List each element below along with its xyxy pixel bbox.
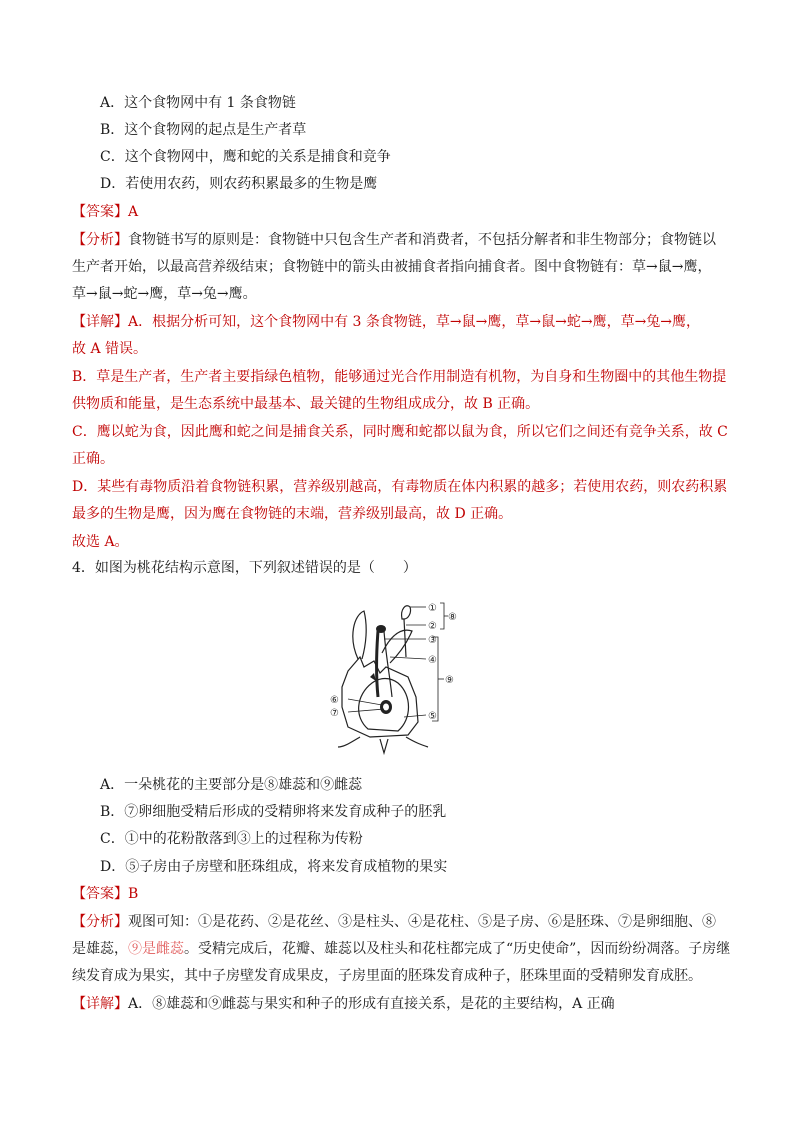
q3-detail-line: 正确。 <box>72 451 114 467</box>
q3-option-d: D．若使用农药，则农药积累最多的生物是鹰 <box>100 176 378 192</box>
q3-answer <box>72 202 138 222</box>
q4-option-d: D．⑤子房由子房壁和胚珠组成，将来发育成植物的果实 <box>100 859 448 875</box>
label-3: ③ <box>428 635 437 646</box>
q4-analysis-line: 续发育成为果实，其中子房壁发育成果皮，子房里面的胚珠发育成种子，胚珠里面的受精卵发育成胚。 <box>72 968 702 984</box>
q3-analysis-line: 草→鼠→蛇→鹰，草→兔→鹰。 <box>72 286 257 302</box>
label-1: ① <box>428 603 437 614</box>
q4-analysis-line <box>72 912 716 932</box>
q3-detail-line: B．草是生产者，生产者主要指绿色植物，能够通过光合作用制造有机物，为自身和生物圈中的其他生物提 <box>72 369 727 385</box>
label-9: ⑨ <box>445 675 454 686</box>
q4-option-a: A．一朵桃花的主要部分是⑧雄蕊和⑨雌蕊 <box>100 777 363 793</box>
q3-option-a: A．这个食物网中有 1 条食物链 <box>100 95 296 111</box>
egg-cell-mark <box>383 704 389 711</box>
q4-answer <box>72 884 138 904</box>
q3-option-b: B．这个食物网的起点是生产者草 <box>100 122 307 138</box>
q4-question: 4．如图为桃花结构示意图，下列叙述错误的是（ ） <box>72 560 417 576</box>
q3-detail-line: 供物质和能量，是生态系统中最基本、最关键的生物组成成分，故 B 正确。 <box>72 396 540 412</box>
q3-analysis-line: 生产者开始，以最高营养级结束；食物链中的箭头由被捕食者指向捕食者。图中食物链有：草→鼠→鹰， <box>72 259 712 275</box>
q3-detail-line: 故 A 错误。 <box>72 341 148 357</box>
analysis-highlight: ⑨是雌蕊 <box>128 941 184 957</box>
answer-tag: 【答案】 <box>72 886 128 902</box>
q3-option-c: C．这个食物网中，鹰和蛇的关系是捕食和竞争 <box>100 149 391 165</box>
answer-value: A <box>128 204 139 220</box>
detail-text: A．⑧雄蕊和⑨雌蕊与果实和种子的形成有直接关系，是花的主要结构，A 正确 <box>128 996 615 1012</box>
answer-tag: 【答案】 <box>72 204 128 220</box>
analysis-text: 食物链书写的原则是：食物链中只包含生产者和消费者，不包括分解者和非生物部分；食物链以 <box>128 232 716 248</box>
label-4: ④ <box>428 655 437 666</box>
stigma-mark <box>376 625 386 633</box>
q4-analysis-line <box>72 939 730 959</box>
detail-tag: 【详解】 <box>72 314 128 330</box>
q4-option-c: C．①中的花粉散落到③上的过程称为传粉 <box>100 831 363 847</box>
label-6: ⑥ <box>330 695 339 706</box>
q3-detail-line: C．鹰以蛇为食，因此鹰和蛇之间是捕食关系，同时鹰和蛇都以鼠为食，所以它们之间还有竞争关系，故 C <box>72 424 728 440</box>
label-2: ② <box>428 621 437 632</box>
analysis-tag: 【分析】 <box>72 232 128 248</box>
detail-text: A．根据分析可知，这个食物网中有 3 条食物链，草→鼠→鹰，草→鼠→蛇→鹰，草→兔→鹰， <box>128 314 701 330</box>
answer-value: B <box>128 886 139 902</box>
q3-detail-line: 故选 A。 <box>72 534 129 550</box>
label-7: ⑦ <box>330 708 339 719</box>
q3-analysis-line <box>72 230 716 250</box>
analysis-tag: 【分析】 <box>72 914 128 930</box>
peach-flower-diagram <box>320 597 470 757</box>
q4-option-b: B．⑦卵细胞受精后形成的受精卵将来发育成种子的胚乳 <box>100 804 447 820</box>
q3-detail-line: D．某些有毒物质沿着食物链积累，营养级别越高，有毒物质在体内积累的越多；若使用农药，则农药积累 <box>72 479 728 495</box>
analysis-text: 观图可知：①是花药、②是花丝、③是柱头、④是花柱、⑤是子房、⑥是胚珠、⑦是卵细胞、⑧ <box>128 914 716 930</box>
detail-tag: 【详解】 <box>72 996 128 1012</box>
q3-detail-line: 最多的生物是鹰，因为鹰在食物链的末端，营养级别最高，故 D 正确。 <box>72 506 513 522</box>
q3-detail-line <box>72 312 700 332</box>
petal-base-mark <box>370 673 376 681</box>
label-8: ⑧ <box>448 612 457 623</box>
q4-detail-line <box>72 994 615 1014</box>
analysis-text: 是雄蕊， <box>72 941 128 957</box>
analysis-text: 。受精完成后，花瓣、雄蕊以及柱头和花柱都完成了“历史使命”，因而纷纷凋落。子房继 <box>184 941 731 957</box>
label-5: ⑤ <box>428 711 437 722</box>
